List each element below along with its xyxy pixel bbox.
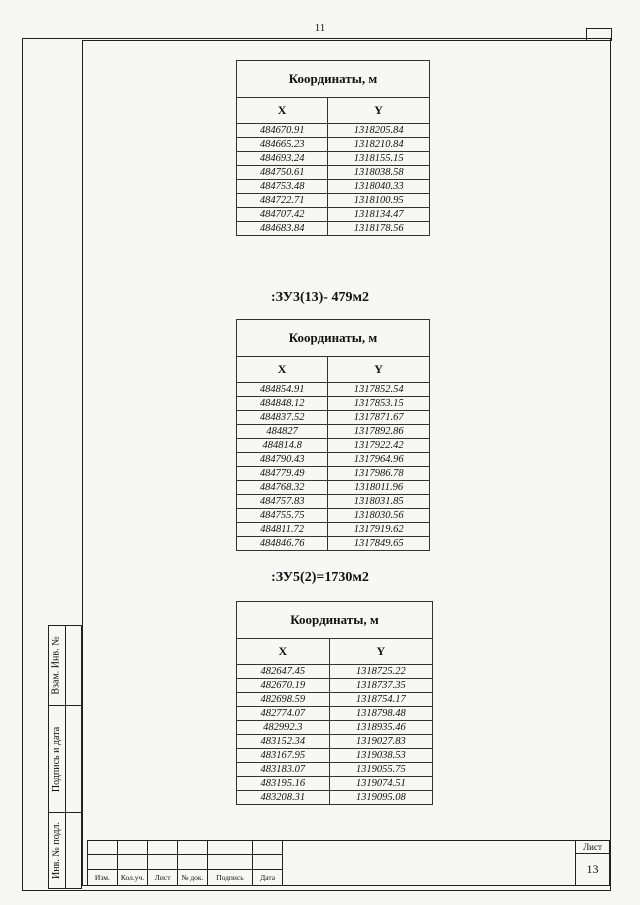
column-y-header: Y xyxy=(328,357,430,383)
stamp-podpis-label: Подпись и дата xyxy=(51,726,62,792)
coord-x-cell: 484722.71 xyxy=(237,194,328,208)
sheet-number: 13 xyxy=(576,854,610,886)
coord-x-cell: 483183.07 xyxy=(237,763,330,777)
coord-y-cell: 1318155.15 xyxy=(328,152,430,166)
corner-tab xyxy=(586,28,612,41)
coord-y-cell: 1318737.35 xyxy=(329,679,432,693)
coord-x-cell: 484837.52 xyxy=(237,411,328,425)
coord-x-cell: 483167.95 xyxy=(237,749,330,763)
table-row xyxy=(237,735,433,749)
table-row xyxy=(237,791,433,805)
coord-y-cell: 1317922.42 xyxy=(328,439,430,453)
sheet-number-box xyxy=(575,840,610,886)
table-title: Координаты, м xyxy=(237,61,430,98)
coord-x-cell: 484854.91 xyxy=(237,383,328,397)
coord-y-cell: 1317964.96 xyxy=(328,453,430,467)
stamp-vzam-label: Взам. Инв. № xyxy=(51,636,63,695)
coord-x-cell: 484779.49 xyxy=(237,467,328,481)
table-title: Координаты, м xyxy=(237,602,433,639)
table-row xyxy=(237,537,430,551)
table-row xyxy=(237,439,430,453)
coord-x-cell: 484665.23 xyxy=(237,138,328,152)
coord-x-cell: 484750.61 xyxy=(237,166,328,180)
table-row xyxy=(237,152,430,166)
coord-x-cell: 482670.19 xyxy=(237,679,330,693)
coord-y-cell: 1317853.15 xyxy=(328,397,430,411)
section-heading-zu5: :ЗУ5(2)=1730м2 xyxy=(271,570,369,585)
table-row xyxy=(237,138,430,152)
coord-table-2 xyxy=(236,319,430,551)
coord-x-cell: 482992.3 xyxy=(237,721,330,735)
coord-x-cell: 484753.48 xyxy=(237,180,328,194)
table-row xyxy=(237,208,430,222)
table-row xyxy=(237,509,430,523)
coord-x-cell: 484755.75 xyxy=(237,509,328,523)
table-row xyxy=(237,777,433,791)
table-row xyxy=(237,411,430,425)
table-row xyxy=(237,495,430,509)
coord-y-cell: 1319095.08 xyxy=(329,791,432,805)
table-title: Координаты, м xyxy=(237,320,430,357)
column-x-header: X xyxy=(237,357,328,383)
tb-podpis-label: Подпись xyxy=(207,869,253,885)
coord-x-cell: 483208.31 xyxy=(237,791,330,805)
table-row xyxy=(237,749,433,763)
table-row xyxy=(237,383,430,397)
coord-y-cell: 1318011.96 xyxy=(328,481,430,495)
coord-y-cell: 1318798.48 xyxy=(329,707,432,721)
page-number-top: 11 xyxy=(314,22,326,34)
table-row xyxy=(237,481,430,495)
coord-y-cell: 1317986.78 xyxy=(328,467,430,481)
coord-y-cell: 1318754.17 xyxy=(329,693,432,707)
coord-y-cell: 1318178.56 xyxy=(328,222,430,236)
coord-y-cell: 1317919.62 xyxy=(328,523,430,537)
column-y-header: Y xyxy=(328,98,430,124)
tb-ndok-label: № док. xyxy=(178,869,208,885)
table-row xyxy=(237,222,430,236)
coord-x-cell: 484811.72 xyxy=(237,523,328,537)
table-row xyxy=(237,665,433,679)
coord-y-cell: 1318040.33 xyxy=(328,180,430,194)
table-row xyxy=(237,453,430,467)
coord-x-cell: 484848.12 xyxy=(237,397,328,411)
coord-y-cell: 1319055.75 xyxy=(329,763,432,777)
tb-list-label: Лист xyxy=(148,869,178,885)
coord-x-cell: 484768.32 xyxy=(237,481,328,495)
coord-table-1 xyxy=(236,60,430,236)
coord-y-cell: 1318031.85 xyxy=(328,495,430,509)
coord-y-cell: 1318935.46 xyxy=(329,721,432,735)
title-block-main xyxy=(283,840,575,887)
coord-x-cell: 482774.07 xyxy=(237,707,330,721)
coord-y-cell: 1318205.84 xyxy=(328,124,430,138)
sheet-label: Лист xyxy=(576,841,610,854)
coord-x-cell: 484693.24 xyxy=(237,152,328,166)
coord-y-cell: 1318725.22 xyxy=(329,665,432,679)
coord-x-cell: 484707.42 xyxy=(237,208,328,222)
coord-y-cell: 1318100.95 xyxy=(328,194,430,208)
coord-y-cell: 1317892.86 xyxy=(328,425,430,439)
coord-x-cell: 484790.43 xyxy=(237,453,328,467)
coord-x-cell: 482647.45 xyxy=(237,665,330,679)
column-y-header: Y xyxy=(329,639,432,665)
coord-x-cell: 484827 xyxy=(237,425,328,439)
coord-table-3 xyxy=(236,601,433,805)
coord-x-cell: 484814.8 xyxy=(237,439,328,453)
column-x-header: X xyxy=(237,639,330,665)
stamp-inv-label: Инв. № подл. xyxy=(51,822,63,879)
table-row xyxy=(237,679,433,693)
coord-x-cell: 484670.91 xyxy=(237,124,328,138)
coord-x-cell: 484846.76 xyxy=(237,537,328,551)
table-row xyxy=(237,707,433,721)
tb-data-label: Дата xyxy=(253,869,283,885)
coord-y-cell: 1318030.56 xyxy=(328,509,430,523)
coord-x-cell: 483195.16 xyxy=(237,777,330,791)
title-block-revisions xyxy=(87,840,283,886)
tb-kol-label: Кол.уч. xyxy=(117,869,147,885)
table-row xyxy=(237,425,430,439)
coord-x-cell: 482698.59 xyxy=(237,693,330,707)
table-row xyxy=(237,124,430,138)
table-row xyxy=(237,194,430,208)
table-row xyxy=(237,721,433,735)
table-row xyxy=(237,180,430,194)
coord-y-cell: 1319074.51 xyxy=(329,777,432,791)
table-row xyxy=(237,763,433,777)
coord-y-cell: 1317849.65 xyxy=(328,537,430,551)
section-heading-zu3: :ЗУ3(13)- 479м2 xyxy=(271,290,369,305)
coord-x-cell: 483152.34 xyxy=(237,735,330,749)
coord-x-cell: 484757.83 xyxy=(237,495,328,509)
coord-y-cell: 1318210.84 xyxy=(328,138,430,152)
coord-y-cell: 1319027.83 xyxy=(329,735,432,749)
table-row xyxy=(237,523,430,537)
coord-y-cell: 1318038.58 xyxy=(328,166,430,180)
coord-y-cell: 1319038.53 xyxy=(329,749,432,763)
table-row xyxy=(237,467,430,481)
tb-izm-label: Изм. xyxy=(88,869,118,885)
coord-y-cell: 1317852.54 xyxy=(328,383,430,397)
coord-y-cell: 1318134.47 xyxy=(328,208,430,222)
coord-x-cell: 484683.84 xyxy=(237,222,328,236)
column-x-header: X xyxy=(237,98,328,124)
table-row xyxy=(237,166,430,180)
table-row xyxy=(237,693,433,707)
table-row xyxy=(237,397,430,411)
stamp-divider xyxy=(65,625,66,889)
coord-y-cell: 1317871.67 xyxy=(328,411,430,425)
